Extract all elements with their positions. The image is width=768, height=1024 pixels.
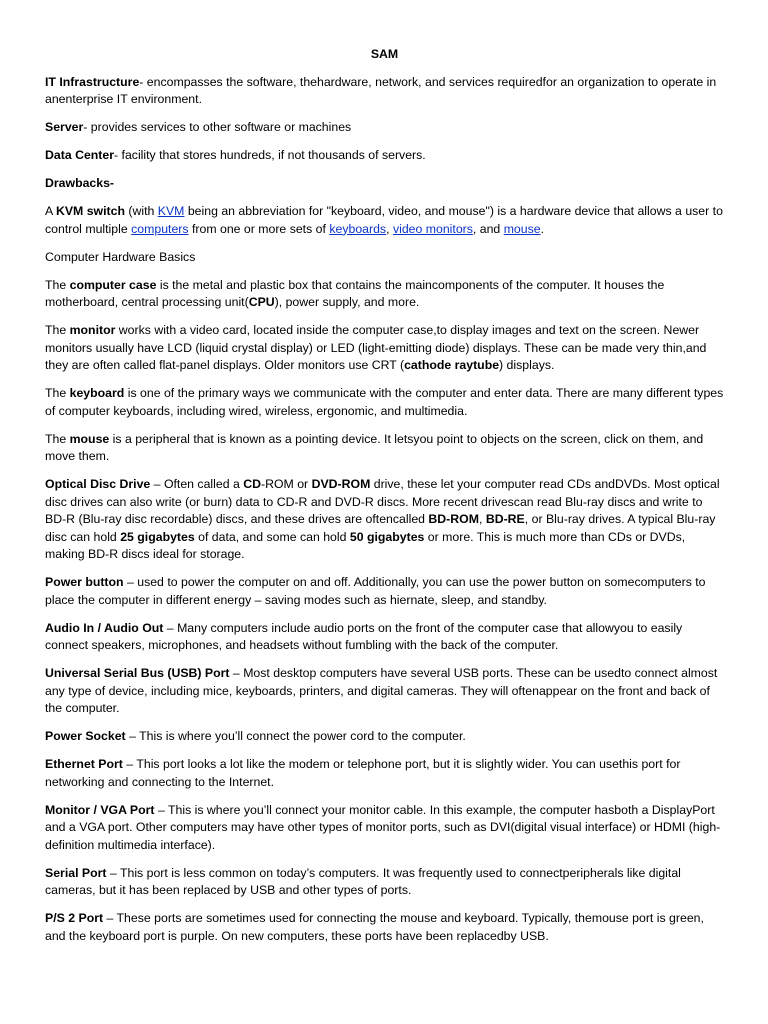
text-run: – These ports are sometimes used for connecting the mouse and keyboard. Typically, themouse port is green, and the keyboard port is purple. On new computers, these ports have been replacedby USB. xyxy=(45,911,704,943)
text-run: – This port is less common on today’s computers. It was frequently used to connectperipherals like digital cameras, but it has been replaced by USB and other types of ports. xyxy=(45,865,681,897)
paragraph-serial-port xyxy=(45,865,724,900)
text-run: The xyxy=(45,386,70,400)
text-run: ), power supply, and more. xyxy=(274,295,420,309)
term-audio-in-out: Audio In / Audio Out xyxy=(45,620,164,635)
text-run: – Most desktop computers have several USB ports. These can be usedto connect almost any type of device, including mice, keyboards, printers, and digital cameras. They will oftenappear on the front and back of the computer. xyxy=(45,666,718,715)
paragraph-kvm-switch xyxy=(45,203,724,238)
paragraph-server xyxy=(45,119,724,137)
term-cathode-raytube: cathode raytube xyxy=(404,358,500,372)
term-dvd-rom: DVD-ROM xyxy=(311,477,371,491)
text-run: is one of the primary ways we communicate with the computer and enter data. There are many different types of computer keyboards, including wired, wireless, ergonomic, and multimedia. xyxy=(45,386,724,418)
term-cd: CD xyxy=(243,477,261,491)
term-power-button: Power button xyxy=(45,575,124,589)
term-keyboard: keyboard xyxy=(69,386,125,400)
text-run: – Many computers include audio ports on the front of the computer case that allowyou to easily connect speakers, microphones, and headsets without fumbling with the back of the computer. xyxy=(45,620,683,652)
term-kvm-switch: KVM switch xyxy=(55,204,125,218)
paragraph-usb-port xyxy=(45,665,724,718)
term-computer-case: computer case xyxy=(69,277,157,292)
text-run: – Often called a xyxy=(150,477,244,491)
term-server: Server xyxy=(45,120,84,134)
term-bd-rom: BD-ROM xyxy=(428,512,479,526)
text-run: drive, these let your computer read CDs andDVDs. Most optical disc drives can also write (or burn) data to CD-R and DVD-R discs. More recent drivescan read Blu-ray discs and write to BD-R (Blu-ray disc recordable) discs, and these drives are oftencalled xyxy=(45,477,720,526)
text-run: being an abbreviation for "keyboard, video, and mouse") is a hardware device that allows a user to control multiple xyxy=(45,204,723,236)
link-video-monitors[interactable]: video monitors xyxy=(392,221,473,236)
text-run: , xyxy=(478,512,486,526)
term-bd-re: BD-RE xyxy=(485,512,525,526)
text-run: or more. This is much more than CDs or DVDs, making BD-R discs ideal for storage. xyxy=(45,529,686,561)
paragraph-vga-port xyxy=(45,802,724,855)
text-run: The xyxy=(45,431,70,446)
text-run: – This port looks a lot like the modem or telephone port, but it is slightly wider. You can usethis port for networking and connecting to the Internet. xyxy=(45,757,681,789)
paragraph-ethernet-port xyxy=(45,756,724,791)
paragraph-drawbacks xyxy=(45,175,724,193)
text-run: . xyxy=(540,221,545,236)
paragraph-it-infrastructure xyxy=(45,74,724,109)
term-ethernet-port: Ethernet Port xyxy=(45,757,123,771)
document-title: SAM xyxy=(370,47,399,61)
term-data-center: Data Center xyxy=(45,148,115,162)
link-keyboards[interactable]: keyboards xyxy=(329,221,387,236)
link-kvm[interactable]: KVM xyxy=(157,204,185,218)
text-run: – This is where you’ll connect your monitor cable. In this example, the computer hasboth a DisplayPort and a VGA port. Other computers may have other types of monitor ports, such as DVI(digital visual interface) or HDMI (high-definition multimedia interface). xyxy=(45,802,721,852)
text-run: works with a video card, located inside the computer case,to display images and text on the screen. Newer monitors usually have LCD (liquid crystal display) or LED (light-emitting diode) displays. These can be made very thin,and they are often called flat-panel displays. Older monitors use CRT ( xyxy=(45,323,707,372)
term-it-infrastructure: IT Infrastructure xyxy=(45,74,140,89)
paragraph-data-center xyxy=(45,147,724,165)
text-run: -ROM or xyxy=(261,477,312,491)
term-power-socket: Power Socket xyxy=(45,729,126,743)
text-run: A xyxy=(45,204,56,218)
paragraph-mouse xyxy=(45,431,724,466)
text-run: The xyxy=(45,277,70,292)
term-serial-port: Serial Port xyxy=(45,865,107,880)
term-usb-port: Universal Serial Bus (USB) Port xyxy=(45,666,230,680)
text-run: (with xyxy=(124,204,158,218)
paragraph-ps2-port xyxy=(45,910,724,945)
text-run: is a peripheral that is known as a pointing device. It letsyou point to objects on the screen, click on them, and move them. xyxy=(45,431,704,463)
text-run: , xyxy=(386,221,393,236)
term-ps2-port: P/S 2 Port xyxy=(45,911,104,925)
paragraph-monitor xyxy=(45,322,724,375)
paragraph-hardware-basics: Computer Hardware Basics xyxy=(45,249,196,264)
definition-text: - provides services to other software or machines xyxy=(83,120,352,134)
paragraph-power-socket xyxy=(45,728,724,746)
paragraph-power-button xyxy=(45,574,724,609)
term-optical-disc-drive: Optical Disc Drive xyxy=(45,477,151,491)
term-50-gigabytes: 50 gigabytes xyxy=(349,529,425,544)
definition-text: - facility that stores hundreds, if not thousands of servers. xyxy=(114,148,426,162)
heading-drawbacks: Drawbacks- xyxy=(45,176,115,190)
term-25-gigabytes: 25 gigabytes xyxy=(120,529,195,544)
term-mouse: mouse xyxy=(69,431,110,446)
link-computers[interactable]: computers xyxy=(131,221,189,236)
text-run: The xyxy=(45,323,70,337)
text-run: is the metal and plastic box that contains the maincomponents of the computer. It houses the motherboard, central processing unit( xyxy=(45,277,665,309)
paragraph-audio xyxy=(45,620,724,655)
term-monitor: monitor xyxy=(69,323,116,337)
text-run: , and xyxy=(472,221,504,236)
definition-text: - encompasses the software, thehardware, network, and services requiredfor an organization to operate in anenterprise IT environment. xyxy=(45,74,717,106)
text-run: – This is where you’ll connect the power cord to the computer. xyxy=(125,729,466,743)
text-run: , or Blu-ray drives. A typical Blu-ray disc can hold xyxy=(45,512,716,544)
text-run: – used to power the computer on and off. Additionally, you can use the power button on somecomputers to place the computer in different energy – saving modes such as hiernate, sleep, and standby. xyxy=(45,575,706,607)
link-mouse[interactable]: mouse xyxy=(503,221,541,236)
paragraph-keyboard xyxy=(45,385,724,420)
text-run: ) displays. xyxy=(499,358,555,372)
text-run: of data, and some can hold xyxy=(194,529,350,544)
term-monitor-vga-port: Monitor / VGA Port xyxy=(45,802,155,817)
term-cpu: CPU xyxy=(248,295,275,309)
text-run: from one or more sets of xyxy=(188,221,330,236)
paragraph-computer-case xyxy=(45,277,724,312)
paragraph-optical-disc-drive xyxy=(45,476,724,564)
